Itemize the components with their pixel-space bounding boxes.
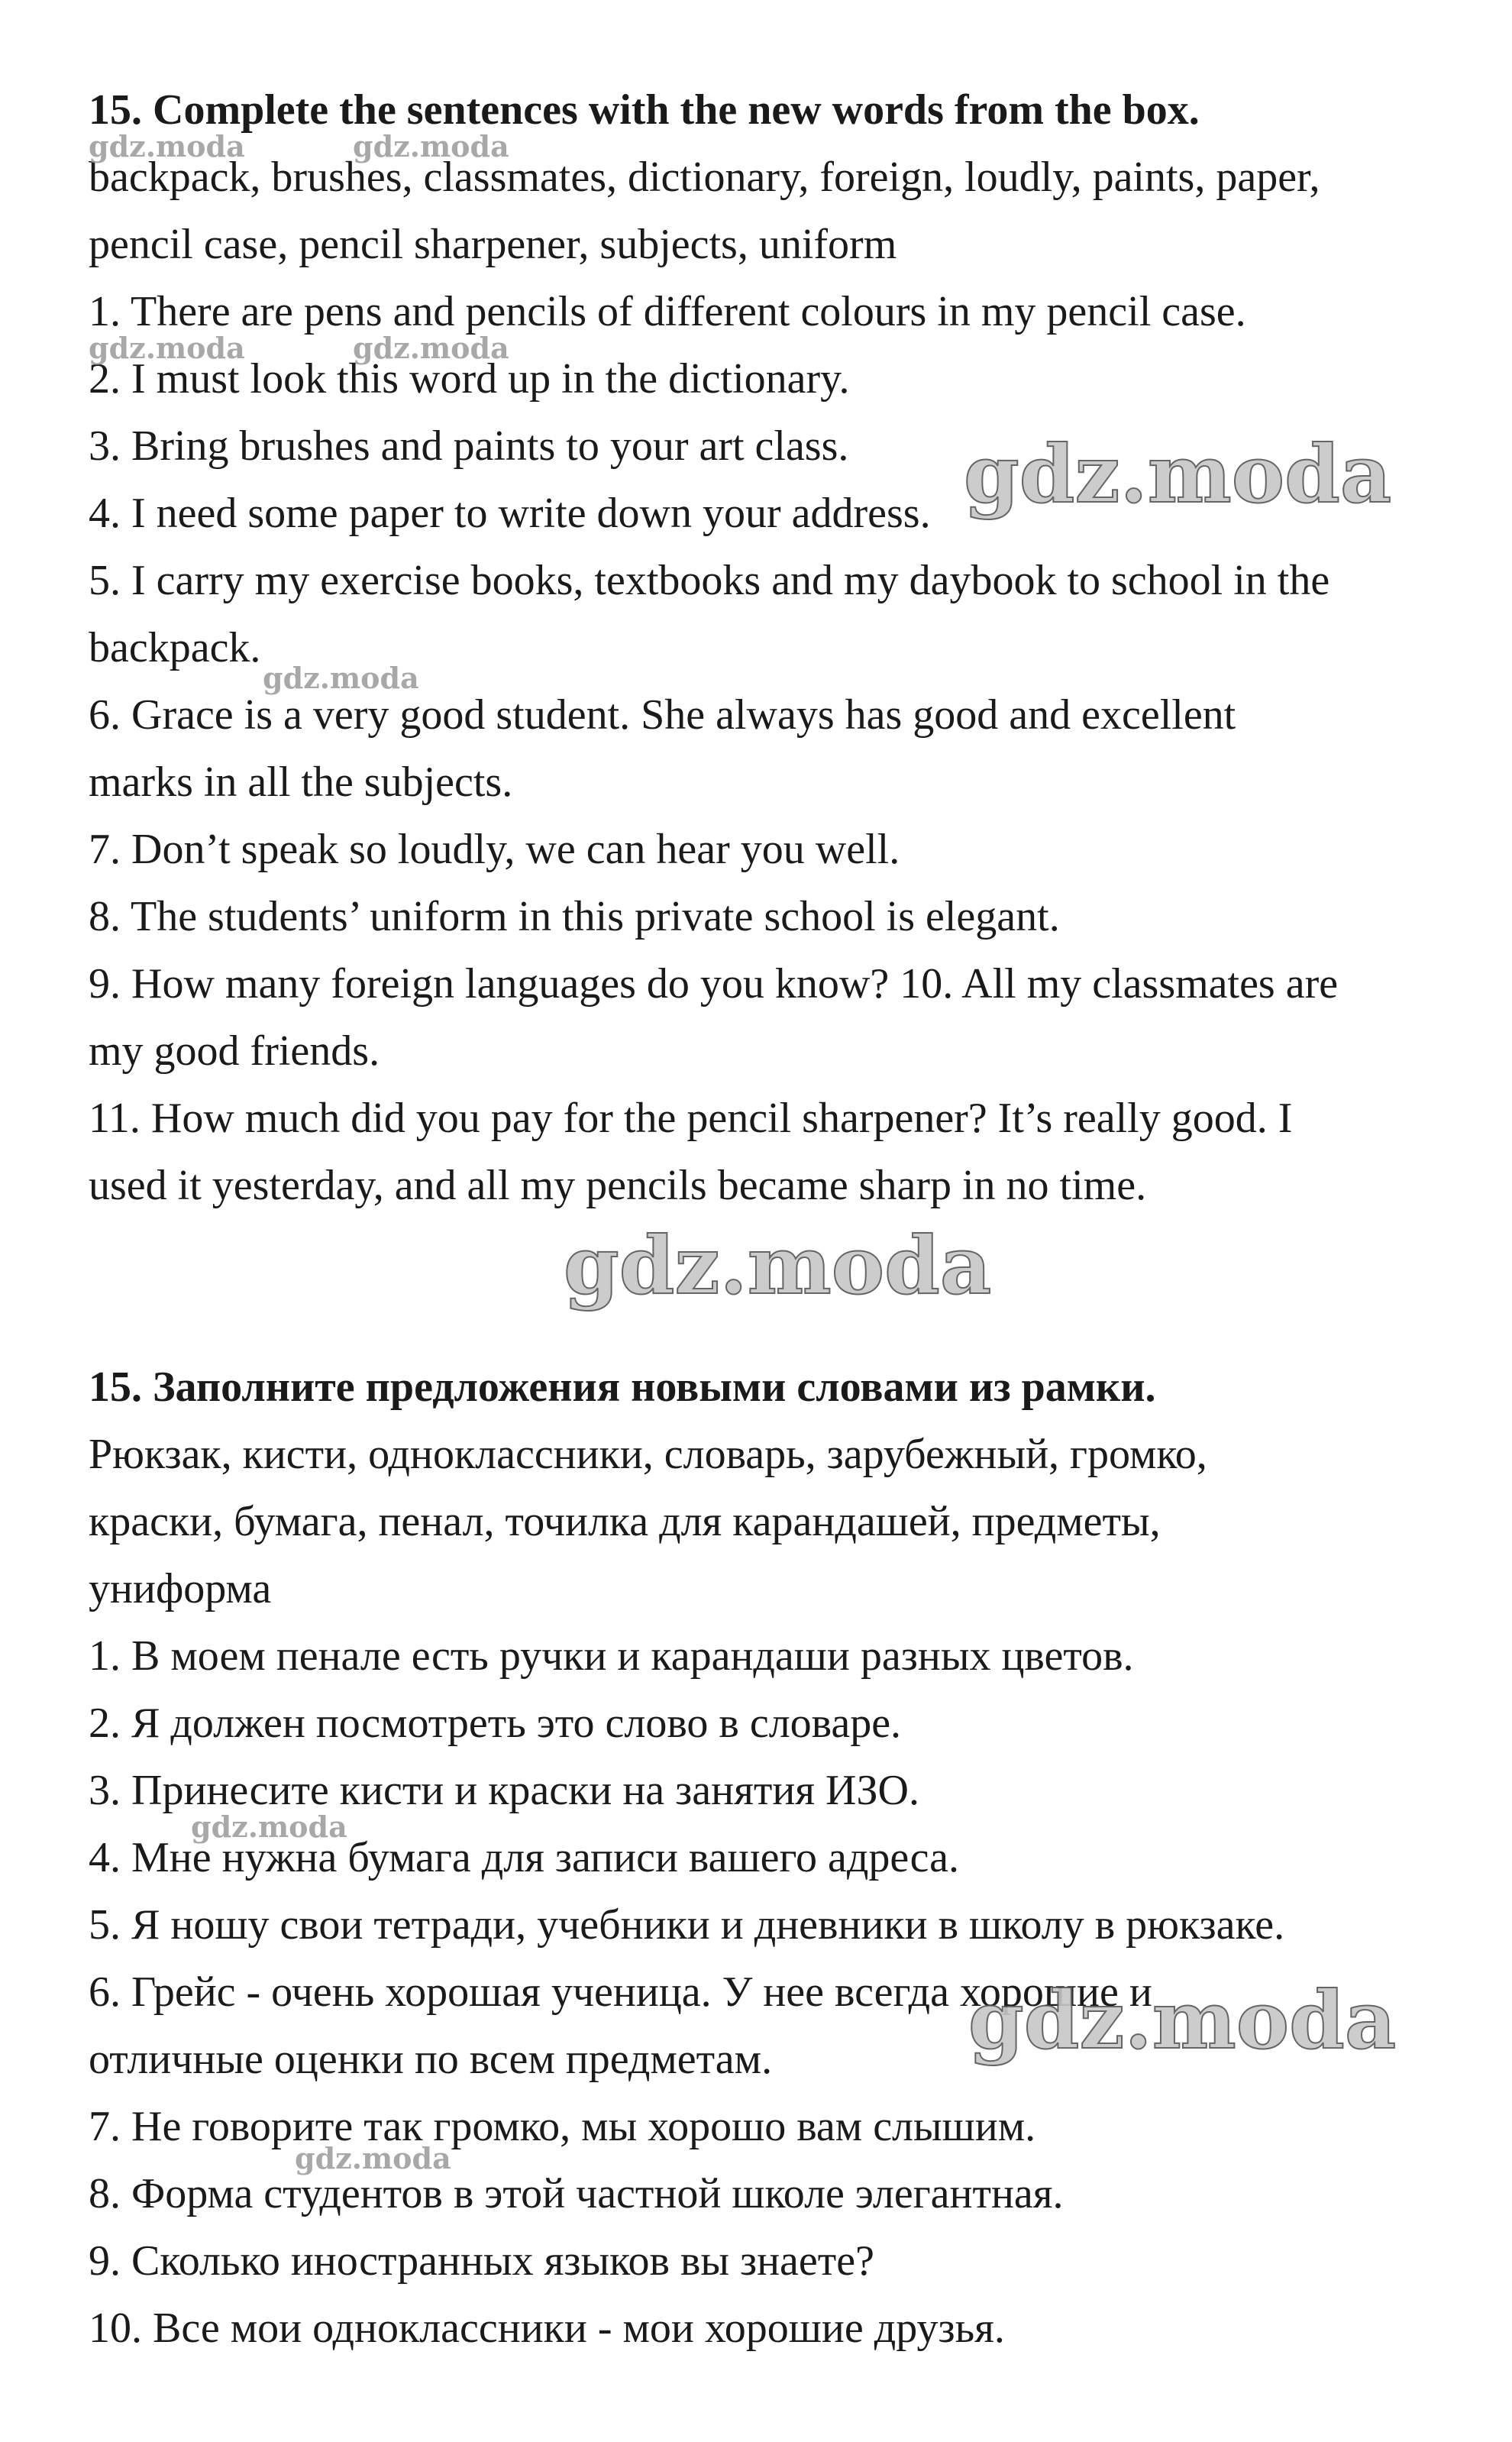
watermark-small: gdz.moda [191,1810,347,1844]
russian-sentence-1: 1. В моем пенале есть ручки и карандаши разных цветов. [89,1632,1134,1680]
english-sentence-5-cont: backpack. [89,624,261,671]
watermark-large: gdz.moda [968,1973,1397,2067]
watermark-small: gdz.moda [89,331,245,365]
english-sentence-9-10: 9. How many foreign languages do you know? 10. All my classmates are [89,960,1339,1008]
watermark-large: gdz.moda [964,427,1392,521]
watermark-small: gdz.moda [295,2141,451,2175]
english-word-box-line-1: backpack, brushes, classmates, dictionary, foreign, loudly, paints, paper, [89,154,1320,201]
watermark-small: gdz.moda [89,129,245,163]
english-sentence-6: 6. Grace is a very good student. She always has good and excellent [89,691,1236,739]
russian-sentence-6: 6. Грейс - очень хорошая ученица. У нее всегда хорошие и [89,1968,1152,2016]
russian-sentence-3: 3. Принесите кисти и краски на занятия ИЗО. [89,1767,919,1814]
english-sentence-4: 4. I need some paper to write down your address. [89,490,931,537]
watermark-small: gdz.moda [353,331,509,365]
russian-sentence-6-cont: отличные оценки по всем предметам. [89,2036,773,2083]
russian-sentence-2: 2. Я должен посмотреть это слово в словаре. [89,1700,902,1747]
english-sentence-1: 1. There are pens and pencils of different colours in my pencil case. [89,288,1246,335]
russian-sentence-8: 8. Форма студентов в этой частной школе элегантная. [89,2170,1064,2217]
english-sentence-7: 7. Don’t speak so loudly, we can hear you well. [89,826,900,873]
russian-word-box-line-3: униформа [89,1565,272,1612]
english-sentence-10-cont: my good friends. [89,1027,380,1075]
english-heading: 15. Complete the sentences with the new words from the box. [89,86,1200,134]
russian-word-box-line-1: Рюкзак, кисти, одноклассники, словарь, зарубежный, громко, [89,1431,1207,1478]
english-sentence-6-cont: marks in all the subjects. [89,758,513,806]
english-word-box-line-2: pencil case, pencil sharpener, subjects, uniform [89,221,897,268]
russian-sentence-4: 4. Мне нужна бумага для записи вашего адреса. [89,1834,960,1881]
english-sentence-11: 11. How much did you pay for the pencil sharpener? It’s really good. I [89,1095,1293,1142]
watermark-small: gdz.moda [263,661,419,695]
russian-word-box-line-2: краски, бумага, пенал, точилка для карандашей, предметы, [89,1498,1161,1545]
russian-sentence-9: 9. Сколько иностранных языков вы знаете? [89,2237,874,2285]
russian-heading: 15. Заполните предложения новыми словами из рамки. [89,1363,1156,1411]
english-sentence-2: 2. I must look this word up in the dictionary. [89,355,850,403]
english-sentence-5: 5. I carry my exercise books, textbooks and my daybook to school in the [89,557,1330,604]
english-sentence-3: 3. Bring brushes and paints to your art class. [89,422,849,470]
russian-sentence-10: 10. Все мои одноклассники - мои хорошие друзья. [89,2305,1005,2352]
english-sentence-11-cont: used it yesterday, and all my pencils became sharp in no time. [89,1162,1147,1209]
russian-sentence-5: 5. Я ношу свои тетради, учебники и дневники в школу в рюкзаке. [89,1901,1285,1949]
russian-sentence-7: 7. Не говорите так громко, мы хорошо вам слышим. [89,2103,1036,2150]
watermark-small: gdz.moda [353,129,509,163]
watermark-large: gdz.moda [564,1218,992,1312]
english-sentence-8: 8. The students’ uniform in this private school is elegant. [89,893,1060,940]
